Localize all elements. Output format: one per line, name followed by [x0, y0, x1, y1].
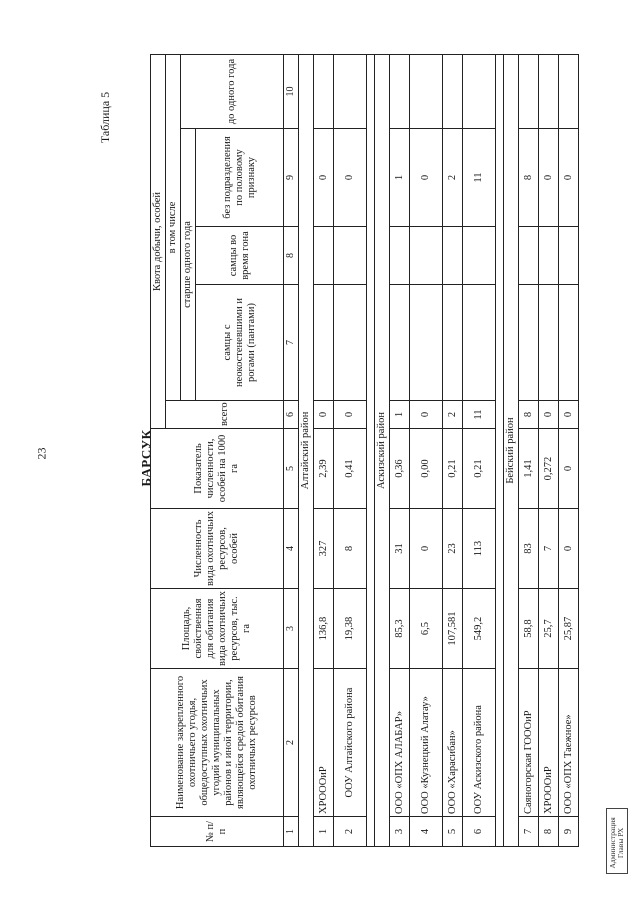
table-row: 4 ООО «Кузнецкий Алатау» 6,5 0 0,00 0 0 [410, 55, 443, 847]
quota-table-wrapper [150, 55, 574, 847]
header-no-sex: без подразделения по половому признаку [196, 129, 284, 227]
col-number: 2 [284, 669, 299, 817]
header-older: старше одного года [181, 129, 196, 401]
header-including: в том числе [166, 55, 181, 401]
header-num: № п/п [151, 817, 284, 847]
table-row: 7 Саяногорская ГОООиР 58,8 83 1,41 8 8 [519, 55, 539, 847]
table-label: Таблица 5 [98, 91, 113, 144]
col-number: 4 [284, 509, 299, 589]
district-header: Бейский район [504, 55, 519, 847]
col-number: 10 [284, 55, 299, 129]
header-name: Наименование закрепленного охотничьего угодья, общедоступных охотничьих угодий муниципальных районов и иной территории, являющейся средой обитания охотничьих ресурсов [151, 669, 284, 817]
table-row: 9 ООО «ОПХ Таежное» 25,87 0 0 0 0 [559, 55, 579, 847]
header-quota: Квота добычи, особей [151, 55, 166, 429]
header-males-antlers: самцы с неокостеневшими и рогами (пантами) [196, 285, 284, 401]
header-total: всего [166, 401, 284, 429]
col-number: 7 [284, 285, 299, 401]
table-row: 2 ООУ Алтайского района 19,38 8 0,41 0 0 [334, 55, 367, 847]
col-number: 8 [284, 227, 299, 285]
header-index: Показатель численности, особей на 1000 га [151, 429, 284, 509]
table-row: 8 ХРОООиР 25,7 7 0,272 0 0 [539, 55, 559, 847]
col-number: 1 [284, 817, 299, 847]
header-under-one: до одного года [181, 55, 284, 129]
col-number: 5 [284, 429, 299, 509]
table-row: 1 ХРОООиР 136,8 327 2,39 0 0 [314, 55, 334, 847]
district-header: Аскизский район [375, 55, 390, 847]
page-title: БАРСУК [138, 429, 154, 487]
document-stamp: Администрация Главы РХ [606, 808, 628, 874]
quota-table [150, 54, 579, 847]
page-number: 23 [34, 447, 49, 460]
district-header: Алтайский район [299, 55, 314, 847]
header-count: Численность вида охотничьих ресурсов, особей [151, 509, 284, 589]
col-number: 6 [284, 401, 299, 429]
table-row: 6 ООУ Аскизского района 549,2 113 0,21 11 11 [463, 55, 496, 847]
col-number: 3 [284, 589, 299, 669]
col-number: 9 [284, 129, 299, 227]
header-males-rut: самцы во время гона [196, 227, 284, 285]
table-row: 3 ООО «ОПХ АЛАБАР» 85,3 31 0,36 1 1 [390, 55, 410, 847]
header-area: Площадь, свойственная для обитания вида охотничьих ресурсов, тыс. га [151, 589, 284, 669]
table-row: 5 ООО «Харасибан» 107,581 23 0,21 2 2 [443, 55, 463, 847]
